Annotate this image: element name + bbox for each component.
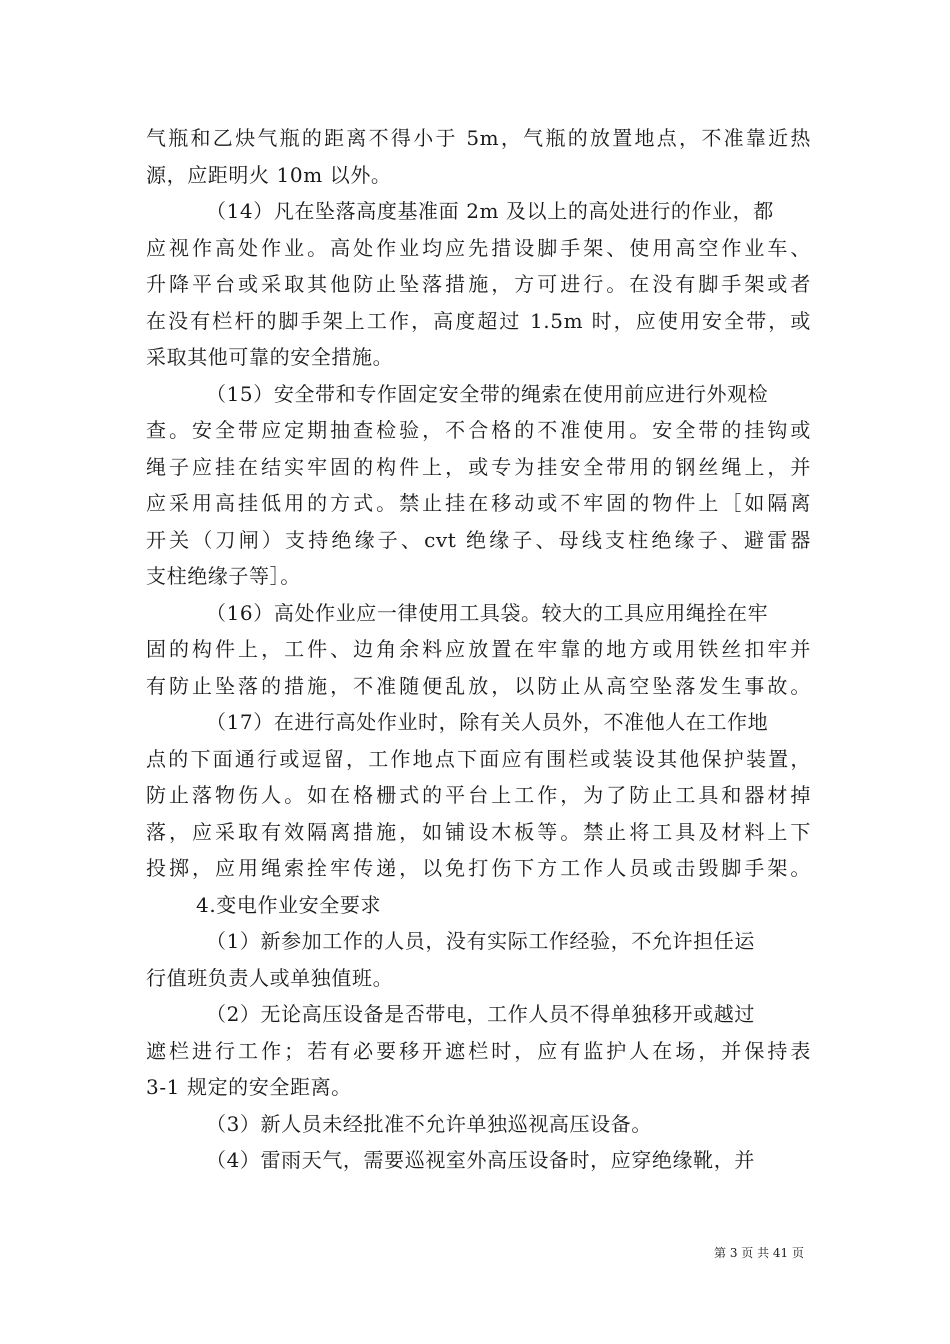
text-line: 气瓶和乙炔气瓶的距离不得小于 5m，气瓶的放置地点，不准靠近热 <box>146 126 811 150</box>
text-line: 开关（刀闸）支持绝缘子、cvt 绝缘子、母线支柱绝缘子、避雷器 <box>146 527 811 552</box>
paragraph-start-line: （1）新参加工作的人员，没有实际工作经验，不允许担任运 <box>206 929 755 953</box>
page-number: 第 3 页 共 41 页 <box>714 1246 804 1260</box>
paragraph-start-line: （2）无论高压设备是否带电，工作人员不得单独移开或越过 <box>206 1002 755 1026</box>
paragraph-start-line: （4）雷雨天气，需要巡视室外高压设备时，应穿绝缘靴，并 <box>206 1148 755 1172</box>
text-line: 点的下面通行或逗留，工作地点下面应有围栏或装设其他保护装置， <box>146 746 811 771</box>
text-line: 源，应距明火 10m 以外。 <box>146 162 392 187</box>
paragraph-start-line: （17）在进行高处作业时，除有关人员外，不准他人在工作地 <box>206 710 769 734</box>
text-line: 固的构件上，工件、边角余料应放置在牢靠的地方或用铁丝扣牢并 <box>146 637 811 661</box>
text-line: 行值班负责人或单独值班。 <box>146 965 394 990</box>
text-line: 绳子应挂在结实牢固的构件上，或专为挂安全带用的钢丝绳上，并 <box>146 454 811 479</box>
text-line: 在没有栏杆的脚手架上工作，高度超过 1.5m 时，应使用安全带，或 <box>146 308 811 333</box>
text-line: 防止落物伤人。如在格栅式的平台上工作，为了防止工具和器材掉 <box>146 783 811 807</box>
text-line: 查。安全带应定期抽查检验，不合格的不准使用。安全带的挂钩或 <box>146 418 811 442</box>
text-line: 3-1 规定的安全距离。 <box>146 1075 352 1099</box>
paragraph-start-line: （14）凡在坠落高度基准面 2m 及以上的高处进行的作业，都 <box>206 199 774 223</box>
paragraph-start-line: （3）新人员未经批准不允许单独巡视高压设备。 <box>206 1111 652 1136</box>
document-body <box>146 120 811 1179</box>
text-line: 支柱绝缘子等］。 <box>146 564 301 588</box>
paragraph-start-line: （15）安全带和专作固定安全带的绳索在使用前应进行外观检 <box>206 381 769 406</box>
text-line: 应采用高挂低用的方式。禁止挂在移动或不牢固的物件上［如隔离 <box>146 491 811 515</box>
text-line: 遮栏进行工作；若有必要移开遮栏时，应有监护人在场，并保持表 <box>146 1038 811 1063</box>
text-line: 采取其他可靠的安全措施。 <box>146 345 394 369</box>
section-heading: 4.变电作业安全要求 <box>196 892 382 917</box>
text-line: 有防止坠落的措施，不准随便乱放，以防止从高空坠落发生事故。 <box>146 673 811 698</box>
text-line: 应视作高处作业。高处作业均应先措设脚手架、使用高空作业车、 <box>146 235 811 260</box>
paragraph-start-line: （16）高处作业应一律使用工具袋。较大的工具应用绳拴在牢 <box>206 600 769 625</box>
text-line: 升降平台或采取其他防止坠落措施，方可进行。在没有脚手架或者 <box>146 272 811 296</box>
text-line: 落，应采取有效隔离措施，如铺设木板等。禁止将工具及材料上下 <box>146 819 811 844</box>
text-line: 投掷，应用绳索拴牢传递，以免打伤下方工作人员或击毁脚手架。 <box>146 856 811 880</box>
